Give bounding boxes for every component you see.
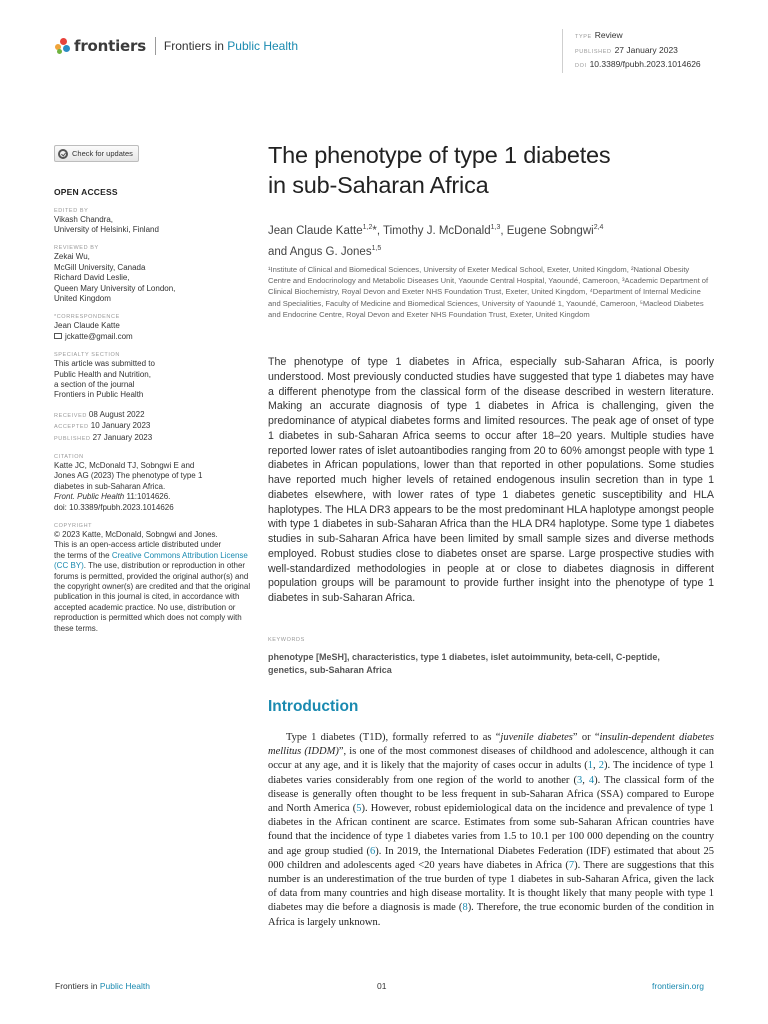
- reviewed-by: Zekai Wu, McGill University, Canada Richard David Leslie, Queen Mary University of London, United Kingdom: [54, 252, 176, 303]
- reference-link[interactable]: 6: [370, 845, 376, 857]
- specialty-section-label: SPECIALTY SECTION: [54, 352, 120, 359]
- author[interactable]: Eugene Sobngwi$^{2,4}$: [506, 224, 604, 237]
- italic-term: insulin-dependent diabetes mellitus (IDDM): [268, 732, 714, 758]
- author[interactable]: Timothy J. McDonald$^{1,3}$: [383, 224, 501, 237]
- journal-name: Frontiers in Public Health: [163, 39, 299, 53]
- article-sidebar: [54, 145, 254, 634]
- open-access-label: OPEN ACCESS: [54, 186, 118, 197]
- paragraph-text: ,: [593, 760, 599, 772]
- published-date: PUBLISHED 27 January 2023: [54, 432, 153, 442]
- paragraph-text: ”, is one of the most commonest diseases of childhood and adolescence, although it can occur at any age, and it is likely that the majority of cases occur in adults (: [268, 746, 715, 772]
- article-title: The phenotype of type 1 diabetes in sub-Saharan Africa: [268, 142, 611, 198]
- article-meta: [562, 29, 701, 73]
- paragraph-text: ). The incidence of type 1 diabetes varies considerably from one region of the world to another (: [268, 760, 714, 786]
- copyright: © 2023 Katte, McDonald, Sobngwi and Jones. This is an open-access article distributed under the terms of the Creative Commons Attribution License (CC BY). The use, distribution or reproduction in other forums is permitted, provided the original author(s) and the copyright owner(s) are credited and that the original publication in this journal is cited, in accordance with accepted academic practice. No use, distribution or reproduction is permitted which does not comply with these terms.: [54, 530, 251, 633]
- paragraph-text: ” or “: [572, 732, 600, 743]
- footer-journal: Frontiers in Public Health: [55, 981, 150, 991]
- accepted-date: ACCEPTED 10 January 2023: [54, 421, 151, 431]
- received-date: RECEIVED 08 August 2022: [54, 409, 145, 419]
- meta-published: PUBLISHED 27 January 2023: [575, 44, 678, 55]
- citation-label: CITATION: [54, 454, 84, 460]
- author[interactable]: Jean Claude Katte$^{1,2}$*: [268, 224, 377, 237]
- frontiers-logo-icon: [55, 38, 70, 54]
- edited-by: Vikash Chandra, University of Helsinki, Finland: [54, 214, 159, 234]
- paragraph-text: ). Therefore, the true economic burden of the condition in Africa is largely unknown.: [268, 902, 714, 928]
- edited-by-label: EDITED BY: [54, 207, 89, 214]
- reference-link[interactable]: 8: [462, 902, 468, 914]
- author[interactable]: and Angus G. Jones$^{1,5}$: [268, 244, 382, 258]
- paragraph-text: Type 1 diabetes (T1D), formally referred to as “: [286, 732, 501, 743]
- footer-site-link[interactable]: frontiersin.org: [652, 981, 704, 991]
- paragraph-text: ). However, robust epidemiological data on the incidence and prevalence of type 1 diabetes in the African continent are scarce. Estimates from some sub-Saharan African countries have found that the incidence of type 1 diabetes varies from 1.5 to 10.1 per 100 000 depending on the country and age group studied (: [268, 803, 714, 857]
- section-heading-introduction: Introduction: [268, 698, 359, 715]
- article-dates: [54, 410, 254, 444]
- cc-by-license-link[interactable]: Creative Commons Attribution License (CC BY): [54, 550, 248, 571]
- keywords: phenotype [MeSH], characteristics, type 1 diabetes, islet autoimmunity, beta-cell, C-peptide, genetics, sub-Saharan Africa: [268, 652, 660, 675]
- page-number: 01: [377, 981, 387, 991]
- meta-doi: DOI 10.3389/fpubh.2023.1014626: [575, 59, 701, 69]
- paragraph-text: ,: [582, 774, 589, 786]
- correspondence-label: *CORRESPONDENCE: [54, 314, 120, 321]
- check-for-updates-button[interactable]: Check for updates: [54, 145, 139, 162]
- copyright-label: COPYRIGHT: [54, 523, 93, 530]
- reference-link[interactable]: 2: [598, 760, 604, 772]
- correspondence-email[interactable]: jckatte@gmail.com: [65, 331, 133, 341]
- reference-link[interactable]: 4: [588, 774, 595, 786]
- reference-link[interactable]: 1: [587, 760, 593, 772]
- correspondence: Jean Claude Katte jckatte@gmail.com: [54, 321, 133, 341]
- italic-term: juvenile diabetes: [500, 732, 573, 743]
- reference-link[interactable]: 7: [568, 859, 575, 871]
- abstract: The phenotype of type 1 diabetes in Africa, especially sub-Saharan Africa, is poorly understood. Most previously conducted studies have suggested that type 1 diabetes may have a different phenotype from the classical form of the disease described in western literature. Making an accurate diagnosis of type 1 diabetes in Africa is challenging, given the predominance of atypical diabetes forms and limited resources. The peak age of onset of type 1 diabetes in sub-Saharan Africa seems to occur after 18–20 years. Multiple studies have reported lower rates of islet autoantibodies ranging from 20 to 60% amongst people with type 1 diabetes in African populations, lower than that reported in other populations. Some studies have reported much higher levels of retained endogenous insulin secretion than in type 1 diabetes elsewhere, with lower rates of type 1 diabetes genetic susceptibility and HLA haplotypes. The HLA DR3 appears to be the most predominant HLA haplotype amongst people with type 1 diabetes in sub-Saharan Africa than the HLA DR4 haplotype. Some type 1 diabetes studies in sub-Saharan Africa have been limited by small sample sizes and diverse methods employed. Robust studies close to diabetes onset are sparse. Large prospective studies with well-standardized methodologies in people at or close to diabetes diagnosis in different population groups will be paramount to provide further insight into the phenotype of type 1 diabetes in sub-Saharan Africa.: [268, 356, 714, 604]
- logo-divider: [155, 37, 156, 55]
- specialty-section: This article was submitted to Public Health and Nutrition, a section of the journal Frontiers in Public Health: [54, 359, 155, 400]
- frontiers-logo[interactable]: [55, 37, 298, 55]
- meta-type: TYPE Review: [575, 30, 623, 40]
- paragraph-text: ). There are suggestions that this number is an underestimation of the true burden of type 1 diabetes in sub-Saharan Africa, given the lack of data from many countries and high disease mortality. It is thought likely that many people with type 1 diabetes may die before a diagnosis is made (: [268, 859, 714, 914]
- author-list: Jean Claude Katte$^{1,2}$*, Timothy J. McDonald$^{1,3}$, Eugene Sobngwi$^{2,4}$ and Angus G. Jones$^{1,5}$: [268, 224, 604, 258]
- introduction-paragraph: [268, 731, 714, 930]
- check-updates-icon: [58, 149, 68, 159]
- reviewed-by-label: REVIEWED BY: [54, 245, 99, 252]
- reference-link[interactable]: 5: [356, 803, 362, 815]
- mail-icon: [54, 333, 62, 339]
- citation: Katte JC, McDonald TJ, Sobngwi E and Jones AG (2023) The phenotype of type 1 diabetes in sub-Saharan Africa. Front. Public Health 11:1014626. doi: 10.3389/fpubh.2023.1014626: [54, 461, 203, 512]
- keywords-label: KEYWORDS: [268, 637, 305, 643]
- brand-name: frontiers: [74, 37, 146, 55]
- reference-link[interactable]: 3: [576, 774, 583, 786]
- paragraph-text: ). In 2019, the International Diabetes Federation (IDF) estimated that about 25 000 children and adolescents aged <20 years have diabetes in Africa (: [268, 845, 714, 871]
- affiliations: ¹Institute of Clinical and Biomedical Sciences, University of Exeter Medical School, Exeter, United Kingdom, ²National Obesity Centre and Endocrinology and Metabolic Diseases Unit, Yaounde Central Hospital, Yaoundé, Cameroon, ³Academic Department of Clinical Biochemistry, Royal Devon and Exeter NHS Foundation Trust, Exeter, United Kingdom, ⁴Department of Internal Medicine and Specialities, Faculty of Medicine and Biomedical Sciences, University of Yaoundé 1, Yaoundé, Cameroon, ⁵Macleod Diabetes and Endocrine Centre, Royal Devon and Exeter NHS Foundation Trust, Exeter, United Kingdom: [268, 265, 709, 319]
- paragraph-text: ). The classical form of the disease is generally often thought to be less frequent in sub-Saharan Africa (SSA) compared to Europe and North America (: [268, 774, 714, 815]
